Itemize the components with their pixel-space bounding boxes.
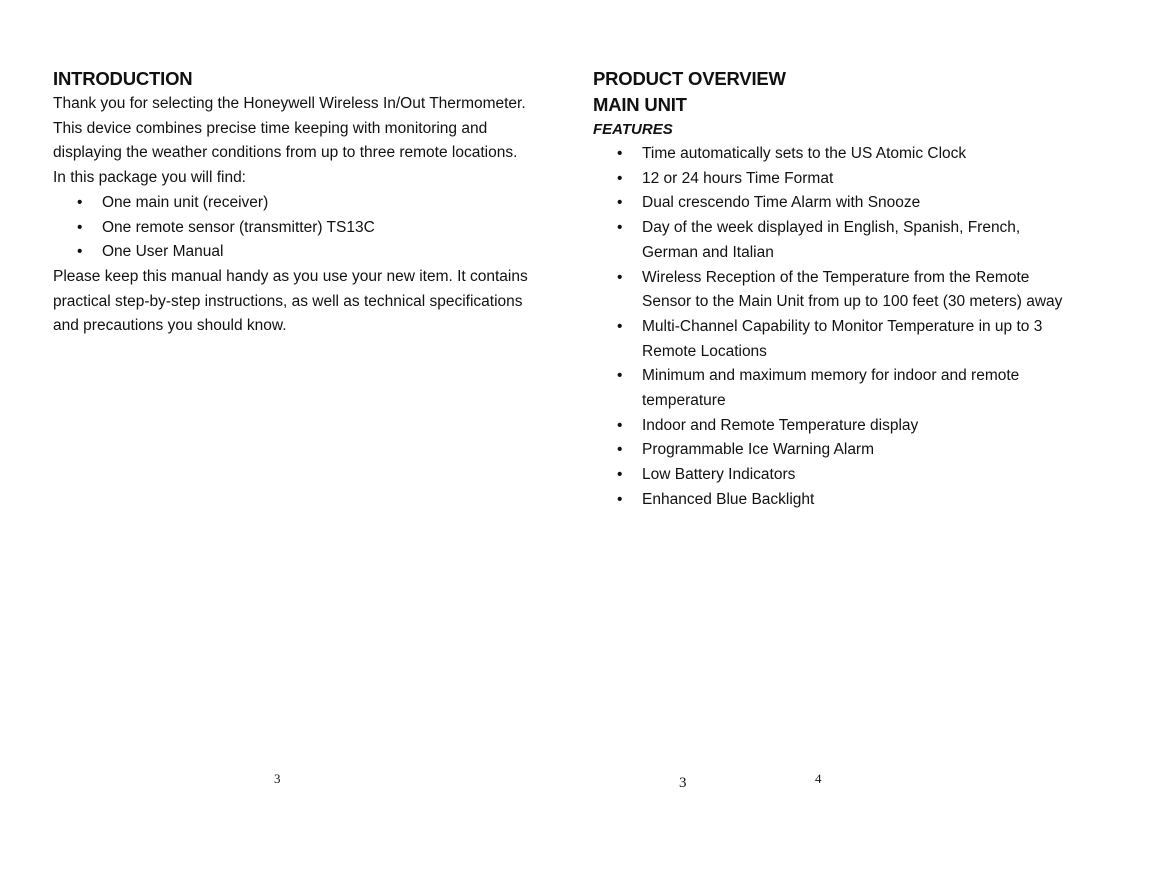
bullet-icon: • — [617, 367, 623, 385]
bullet-icon: • — [617, 466, 623, 484]
intro-paragraph: Thank you for selecting the Honeywell Wireless In/Out Thermometer. This device combines precise time keeping with monitoring and displaying the weather conditions from up to three remote locations. — [53, 95, 526, 162]
feature-item: • Time automatically sets to the US Atomic Clock — [593, 142, 1073, 167]
product-overview-heading: PRODUCT OVERVIEW — [593, 68, 786, 89]
bullet-icon: • — [617, 441, 623, 459]
bullet-icon: • — [77, 218, 83, 236]
bullet-icon: • — [617, 145, 623, 162]
feature-item: • Enhanced Blue Backlight — [593, 488, 1073, 513]
package-intro: In this package you will find: — [53, 169, 246, 187]
bullet-icon: • — [77, 193, 83, 211]
bullet-icon: • — [617, 317, 623, 335]
introduction-heading: INTRODUCTION — [53, 68, 193, 89]
center-page-number: 3 — [679, 775, 687, 791]
feature-item: • Wireless Reception of the Temperature from the Remote Sensor to the Main Unit from up to 100 feet (30 meters) away — [593, 266, 1073, 315]
list-item: • One remote sensor (transmitter) TS13C — [53, 216, 533, 241]
feature-item: • 12 or 24 hours Time Format — [593, 167, 1073, 192]
package-contents-list — [53, 191, 533, 265]
bullet-icon: • — [617, 219, 623, 237]
manual-note: Please keep this manual handy as you use your new item. It contains practical step-by-step instructions, as well as technical specifications and precautions you should know. — [53, 267, 528, 335]
list-item: • One main unit (receiver) — [53, 191, 533, 216]
bullet-icon: • — [617, 194, 623, 212]
left-page-number: 3 — [274, 771, 281, 786]
left-page — [53, 66, 533, 339]
right-page-number: 4 — [815, 771, 822, 786]
bullet-icon: • — [617, 490, 623, 508]
features-list — [593, 142, 1073, 513]
feature-item: • Low Battery Indicators — [593, 463, 1073, 488]
feature-item: • Day of the week displayed in English, Spanish, French, German and Italian — [593, 216, 1073, 265]
feature-item: • Dual crescendo Time Alarm with Snooze — [593, 191, 1073, 216]
main-unit-heading: MAIN UNIT — [593, 94, 687, 115]
feature-item: • Multi-Channel Capability to Monitor Temperature in up to 3 Remote Locations — [593, 315, 1073, 364]
bullet-icon: • — [617, 169, 623, 187]
bullet-icon: • — [617, 268, 623, 286]
bullet-icon: • — [77, 243, 83, 261]
feature-item: • Indoor and Remote Temperature display — [593, 414, 1073, 439]
feature-item: • Programmable Ice Warning Alarm — [593, 438, 1073, 463]
list-item: • One User Manual — [53, 240, 533, 265]
features-label: FEATURES — [593, 121, 673, 138]
feature-item: • Minimum and maximum memory for indoor and remote temperature — [593, 364, 1073, 413]
bullet-icon: • — [617, 416, 623, 434]
right-page — [593, 66, 1073, 513]
